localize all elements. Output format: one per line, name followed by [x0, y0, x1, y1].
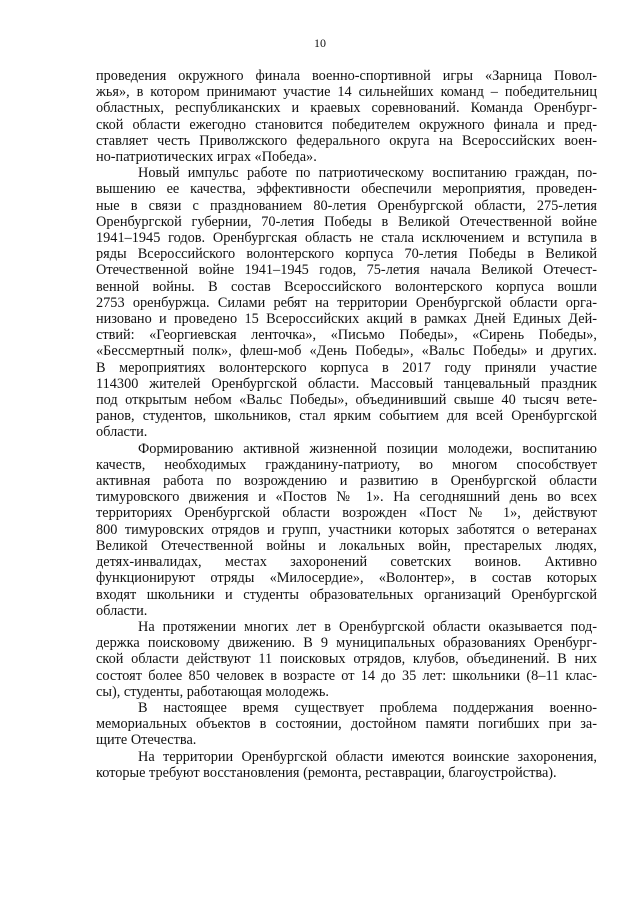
text-line: 114300 жителей Оренбургской области. Массовый танцевальный праздник — [96, 375, 597, 392]
text-line: областных, республиканских и краевых соревнований. Команда Оренбург- — [96, 100, 597, 117]
text-line: держка поисковому движению. В 9 муниципальных образованиях Оренбург- — [96, 635, 597, 652]
text-line: На протяжении многих лет в Оренбургской области оказывается под- — [138, 618, 597, 635]
text-line: но-патриотических играх «Победа». — [96, 149, 317, 166]
text-line: активная работа по возрождению и развитию в Оренбургской области — [96, 473, 597, 490]
text-line: под открытым небом «Вальс Победы», объединивший свыше 40 тысяч вете- — [96, 392, 597, 409]
page-number: 10 — [314, 36, 326, 50]
text-line: 1941–1945 годов. Оренбургская область не стала исключением и вступила в — [96, 230, 597, 247]
body-text — [96, 68, 597, 781]
text-line: территориях Оренбургской области возрожден «Пост № 1», действуют — [96, 505, 597, 522]
text-line: ской области действуют 11 поисковых отрядов, клубов, объединений. В них — [96, 651, 597, 668]
paragraph — [96, 700, 597, 749]
text-line: ской области ежегодно становится победителем окружного финала и пред- — [96, 116, 597, 133]
text-line: В настоящее время существует проблема поддержания военно- — [138, 699, 597, 716]
text-line: щите Отечества. — [96, 732, 197, 749]
text-line: качеств, необходимых гражданину-патриоту, во многом способствует — [96, 456, 597, 473]
text-line: которые требуют восстановления (ремонта, реставрации, благоустройства). — [96, 764, 557, 781]
paragraph — [96, 441, 597, 619]
text-line: низовано и проведено 15 Всероссийских акций в рамках Дней Единых Дей- — [96, 311, 597, 328]
text-line: 800 тимуровских отрядов и групп, участники которых заботятся о ветеранах — [96, 521, 597, 538]
text-line: ные в связи с празднованием 80-летия Оренбургской области, 275-летия — [96, 197, 597, 214]
text-line: Оренбургской губернии, 70-летия Победы в Великой Отечественной войне — [96, 213, 597, 230]
text-line: сы), студенты, работающая молодежь. — [96, 683, 329, 700]
text-line: области. — [96, 424, 148, 441]
text-line: Формированию активной жизненной позиции молодежи, воспитанию — [138, 440, 597, 457]
text-line: функционируют отряды «Милосердие», «Волонтер», в состав которых — [96, 570, 597, 587]
text-line: «Бессмертный полк», флеш-моб «День Победы», «Вальс Победы» и других. — [96, 343, 597, 360]
paragraph — [96, 68, 597, 165]
paragraph — [96, 619, 597, 700]
text-line: Великой Отечественной войны и локальных войн, престарелых людях, — [96, 537, 597, 554]
text-line: 2753 оренбуржца. Силами ребят на территории Оренбургской области орга- — [96, 294, 597, 311]
text-line: состоят более 850 человек в возрасте от 14 до 35 лет: школьники (8–11 клас- — [96, 667, 597, 684]
text-line: Отечественной войне 1941–1945 годов, 75-летия начала Великой Отечест- — [96, 262, 597, 279]
text-line: В мероприятиях волонтерского корпуса в 2017 году приняли участие — [96, 359, 597, 376]
text-line: ряды Всероссийского волонтерского корпуса 70-летия Победы в Великой — [96, 246, 597, 263]
text-line: Новый импульс работе по патриотическому воспитанию граждан, по- — [138, 165, 597, 182]
paragraph — [96, 165, 597, 440]
text-line: входят школьники и студенты образовательных организаций Оренбургской — [96, 586, 597, 603]
text-line: венной войны. В состав Всероссийского волонтерского корпуса вошли — [96, 278, 597, 295]
text-line: На территории Оренбургской области имеются воинские захоронения, — [138, 748, 597, 765]
text-line: тимуровского движения и «Постов № 1». На сегодняшний день во всех — [96, 489, 597, 506]
text-line: мемориальных объектов в состоянии, достойном памяти погибших при за- — [96, 716, 597, 733]
text-line: детях-инвалидах, местах захоронений советских воинов. Активно — [96, 554, 597, 571]
text-line: проведения окружного финала военно-спортивной игры «Зарница Повол- — [96, 68, 597, 84]
text-line: ранов, студентов, школьников, стал ярким событием для всей Оренбургской — [96, 408, 597, 425]
text-line: ставляет честь Приволжского федерального округа на Всероссийских воен- — [96, 132, 597, 149]
paragraph — [96, 749, 597, 781]
text-line: вышению ее качества, эффективности обеспечили мероприятия, проведен- — [96, 181, 597, 198]
text-line: ствий: «Георгиевская ленточка», «Письмо Победы», «Сирень Победы», — [96, 327, 597, 344]
text-line: области. — [96, 602, 148, 619]
text-line: жья», в котором принимают участие 14 сильнейших команд – победительниц — [96, 84, 597, 101]
